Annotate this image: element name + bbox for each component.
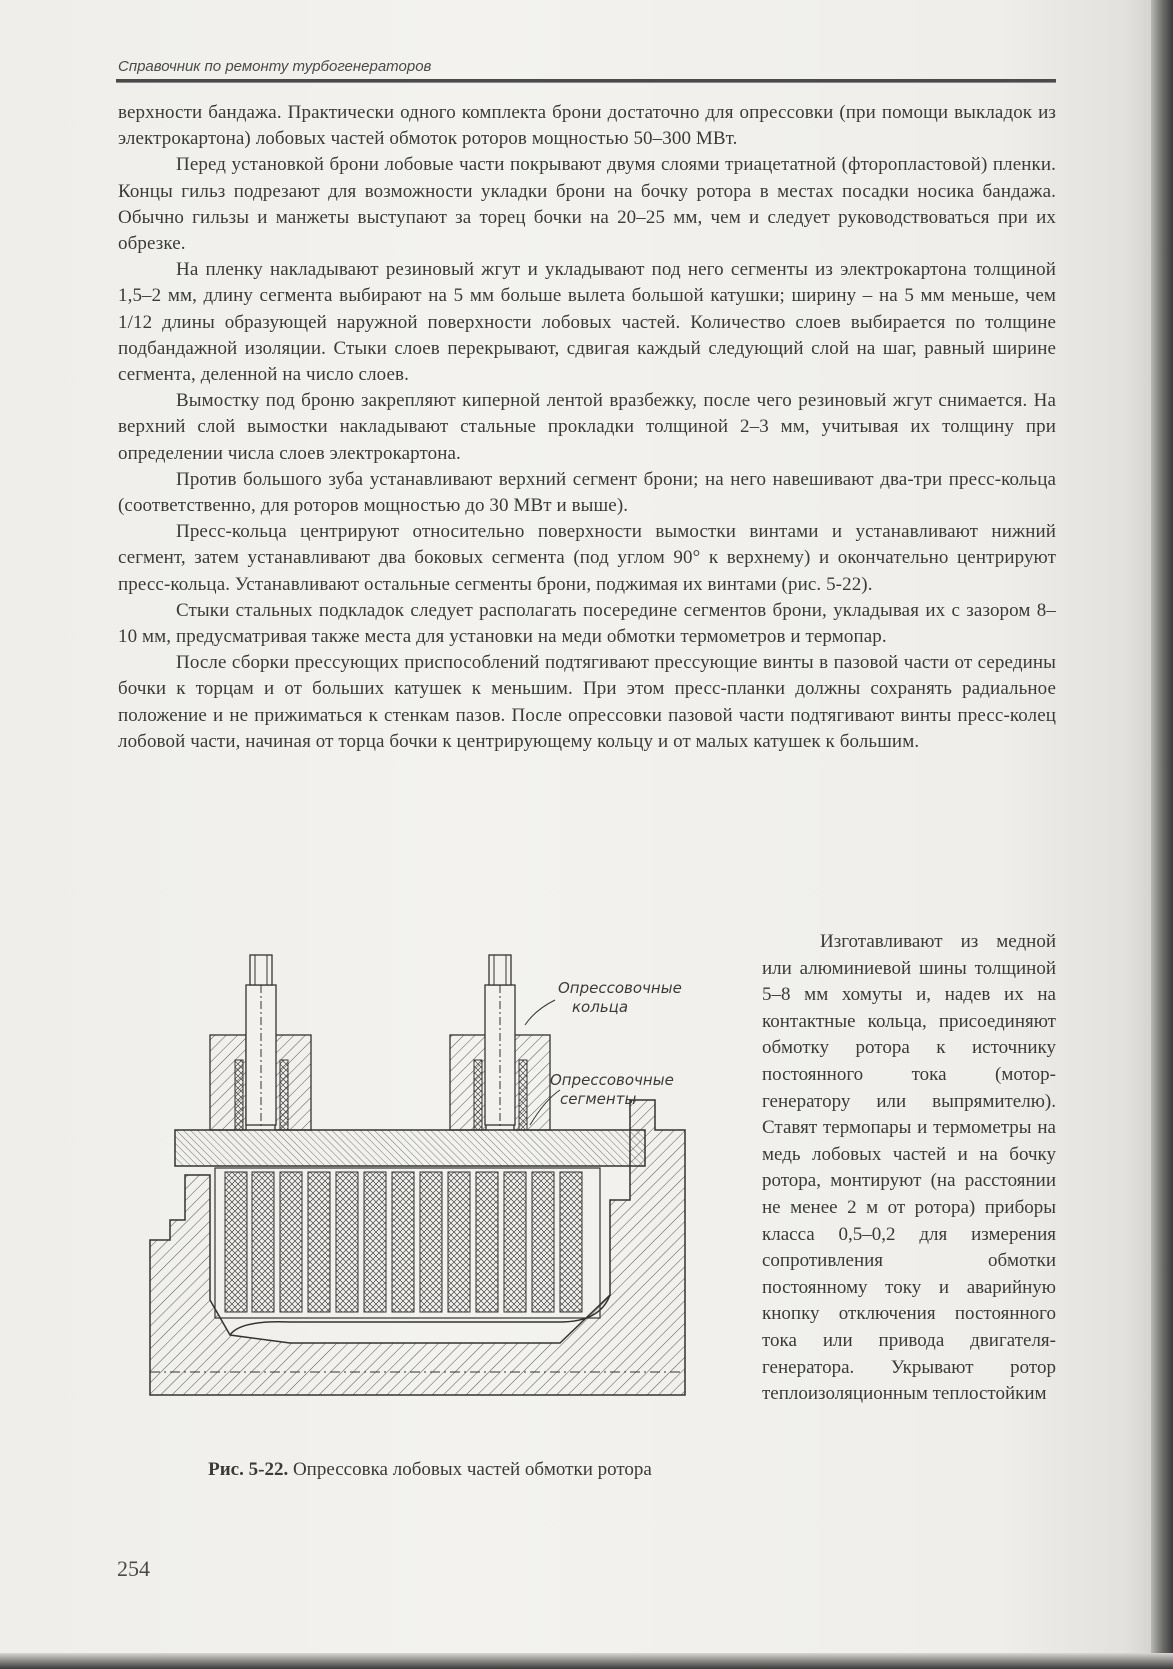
pressing-segment-plate	[175, 1130, 645, 1166]
winding-coils	[215, 1168, 600, 1318]
page-number: 254	[117, 1556, 150, 1581]
running-header: Справочник по ремонту турбогенераторов	[118, 58, 432, 75]
paragraph: Перед установкой брони лобовые части покрывают двумя слоями триацетатной (фторопластовой) пленки. Концы гильз подрезают для возможности укладки брони на бочку ротора в местах посадки носика бандажа. Обычно гильзы и манжеты выступают за торец бочки на 20–25 мм, чем и следует руководствоваться при их обрезке.	[118, 154, 1056, 255]
paragraph: Изготавливают из медной или алюминиевой шины толщиной 5–8 мм хомуты и, надев их на контактные кольца, присоединяют обмотку ротора к источнику постоянного тока (мотор-генератору или выпрямителю). Ставят термопары и термометры на медь лобовых частей и на бочку ротора, монтируют (на расстоянии не менее 2 м от ротора) приборы класса 0,5–0,2 для измерения сопротивления обмотки постоянному току и аварийную кнопку отключения постоянного тока или привода двигателя-генератора. Укрывают ротор теплоизоляционным теплостойким	[762, 931, 1056, 1405]
side-column-text	[762, 929, 1056, 1408]
press-ring-left	[210, 955, 311, 1130]
label-press-rings: Опрессовочные	[558, 979, 682, 997]
scan-bottom-border	[0, 1653, 1173, 1669]
paragraph: верхности бандажа. Практически одного комплекта брони достаточно для опрессовки (при помощи выкладок из электрокартона) лобовых частей обмоток роторов мощностью 50–300 МВт.	[118, 102, 1056, 150]
paragraph: Пресс-кольца центрируют относительно поверхности вымостки винтами и устанавливают нижний сегмент, затем устанавливают два боковых сегмента (под углом 90° к верхнему) и окончательно центрируют пресс-кольца. Устанавливают остальные сегменты брони, поджимая их винтами (рис. 5-22).	[118, 521, 1056, 595]
label-press-rings-2: кольца	[572, 998, 629, 1016]
paragraph: После сборки прессующих приспособлений подтягивают прессующие винты в пазовой части от середины бочки к торцам и от больших катушек к меньшим. При этом пресс-планки должны сохранять радиальное положение и не прижиматься к стенкам пазов. После опрессовки пазовой части подтягивают винты пресс-колец лобовой части, начиная от торца бочки к центрирующему кольцу и от малых катушек к большим.	[118, 652, 1056, 752]
label-press-segments-2: сегменты	[560, 1090, 637, 1108]
leader-rings	[525, 1000, 555, 1025]
press-ring-right	[450, 955, 550, 1130]
main-text	[118, 100, 1056, 755]
paragraph: Стыки стальных подкладок следует располагать посередине сегментов брони, укладывая их с зазором 8–10 мм, предусматривая также места для установки на меди обмотки термометров и термопар.	[118, 599, 1056, 648]
header-rule	[116, 79, 1056, 83]
paragraph: Вымостку под броню закрепляют киперной лентой вразбежку, после чего резиновый жгут снимается. На верхний слой вымостки накладывают стальные прокладки толщиной 2–3 мм, учитывая их толщину при определении числа слоев электрокартона.	[118, 390, 1056, 464]
caption-number: Рис. 5-22.	[208, 1459, 289, 1480]
label-press-segments: Опрессовочные	[550, 1071, 674, 1089]
caption-text: Опрессовка лобовых частей обмотки ротора	[288, 1459, 652, 1480]
paragraph: Против большого зуба устанавливают верхний сегмент брони; на него навешивают два-три пресс-кольца (соответственно, для роторов мощностью до 30 МВт и выше).	[118, 468, 1056, 517]
figure-5-22	[130, 950, 730, 1440]
figure-caption	[150, 1457, 710, 1483]
paragraph: На пленку накладывают резиновый жгут и укладывают под него сегменты из электрокартона толщиной 1,5–2 мм, длину сегмента выбирают на 5 мм больше вылета большой катушки; ширину – на 5 мм меньше, чем 1/12 длины образующей наружной поверхности лобовых частей. Количество слоев выбирается по толщине подбандажной изоляции. Стыки слоев перекрывают, сдвигая каждый следующий слой на шаг, равный ширине сегмента, деленной на число слоев.	[118, 259, 1056, 386]
page-edge-shadow	[1151, 0, 1173, 1669]
